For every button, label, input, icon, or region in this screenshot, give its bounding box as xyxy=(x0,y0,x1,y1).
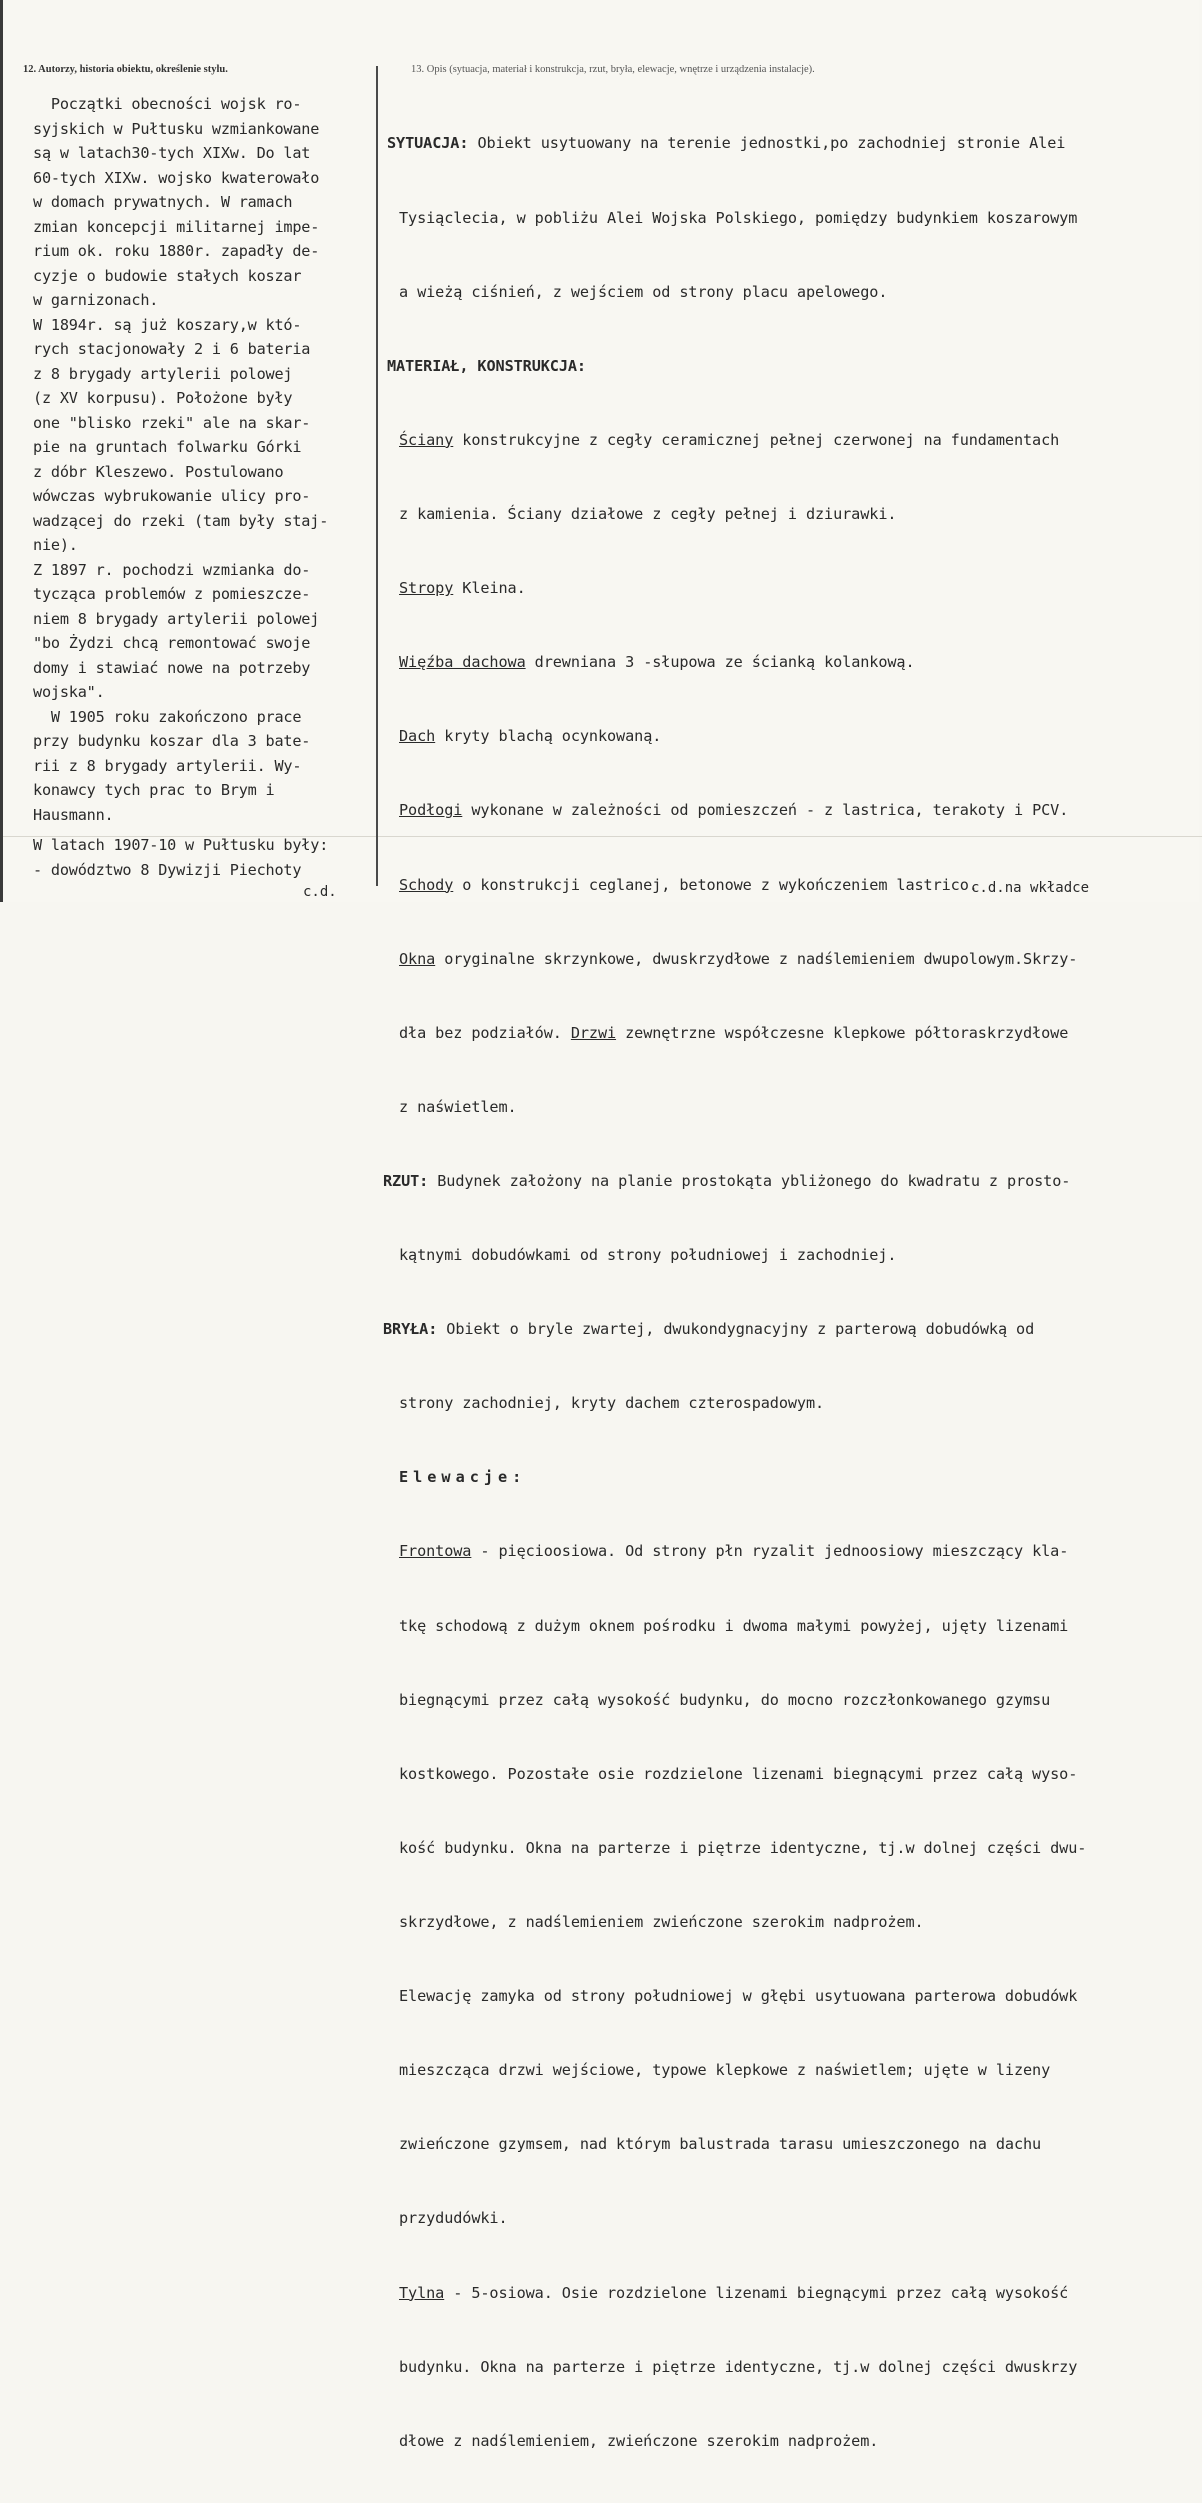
stropy-label: Stropy xyxy=(399,579,454,598)
history-line: w domach prywatnych. W ramach xyxy=(33,193,293,211)
sciany-text: konstrukcyjne z cegły ceramicznej pełnej czerwonej na fundamentach xyxy=(453,430,1060,449)
elewacja-text: Elewację zamyka od strony południowej w głębi usytuowana parterowa dobudówk xyxy=(399,1987,1078,2006)
history-line: wojska". xyxy=(33,683,105,701)
drzwi-label: Drzwi xyxy=(570,1023,617,1042)
frontowa-text: - pięcioosiowa. Od strony płn ryzalit jednoosiowy mieszczący kla- xyxy=(471,1542,1069,1561)
dach-text: kryty blachą ocynkowaną. xyxy=(435,727,662,746)
history-line: niem 8 brygady artylerii polowej xyxy=(33,609,320,628)
schody-label: Schody xyxy=(399,875,454,894)
podlogi-text: wykonane w zależności od pomieszczeń - z lastrica, terakoty i PCV. xyxy=(462,801,1069,820)
frontowa-text: skrzydłowe, z nadślemieniem zwieńczone szerokim nadprożem. xyxy=(399,1913,924,1932)
elewacja-text: przydudówki. xyxy=(399,2209,508,2228)
history-line: - dowództwo 8 Dywizji Piechoty xyxy=(33,860,302,879)
frontowa-label: Frontowa xyxy=(399,1542,472,1561)
material-konstrukcja-label: MATERIAŁ, KONSTRUKCJA: xyxy=(387,356,586,375)
okna-text: oryginalne skrzynkowe, dwuskrzydłowe z nadślemieniem dwupolowym.Skrzy- xyxy=(435,949,1078,968)
history-line: syjskich w Pułtusku wzmiankowane xyxy=(33,119,320,138)
wiezba-label: Więźba dachowa xyxy=(399,653,526,672)
history-line: rii z 8 brygady artylerii. Wy- xyxy=(33,756,302,775)
history-line: pie na gruntach folwarku Górki xyxy=(33,438,302,456)
history-line: Hausmann. xyxy=(33,805,114,824)
history-line: (z XV korpusu). Położone były xyxy=(33,389,293,407)
continued-note-left: c.d. xyxy=(303,884,337,900)
history-line: W latach 1907-10 w Pułtusku były: xyxy=(33,836,329,854)
history-line: W 1894r. są już koszary,w któ- xyxy=(33,315,302,334)
history-line: z 8 brygady artylerii polowej xyxy=(33,364,293,383)
history-line: w garnizonach. xyxy=(33,291,159,309)
tylna-label: Tylna xyxy=(399,2283,445,2302)
continued-note-right: c.d.na wkładce xyxy=(971,880,1090,896)
history-line: Początki obecności wojsk ro- xyxy=(33,95,302,113)
elewacje-label: Elewacje: xyxy=(399,1468,527,1487)
history-line: z dóbr Kleszewo. Postulowano xyxy=(33,462,284,481)
bryla-text: strony zachodniej, kryty dachem czterospadowym. xyxy=(399,1394,825,1413)
elewacja-text: mieszcząca drzwi wejściowe, typowe klepkowe z naświetlem; ujęte w lizeny xyxy=(399,2061,1051,2080)
rzut-text: kątnymi dobudówkami od strony południowej i zachodniej. xyxy=(399,1246,897,1265)
history-line: wówczas wybrukowanie ulicy pro- xyxy=(33,487,311,505)
drzwi-text: zewnętrzne współczesne klepkowe półtoraskrzydłowe xyxy=(616,1023,1069,1042)
rzut-label: RZUT: xyxy=(383,1171,429,1190)
history-line: cyzje o budowie stałych koszar xyxy=(33,266,302,285)
okna-text: z naświetlem. xyxy=(399,1097,517,1116)
history-line: nie). xyxy=(33,536,78,554)
frontowa-text: kostkowego. Pozostałe osie rozdzielone lizenami biegnącymi przez całą wyso- xyxy=(399,1764,1078,1783)
history-line: one "blisko rzeki" ale na skar- xyxy=(33,413,311,432)
history-line: 60-tych XIXw. wojsko kwaterowało xyxy=(33,168,320,187)
schody-text: o konstrukcji ceglanej, betonowe z wykończeniem lastrico. xyxy=(453,875,978,894)
history-line: przy budynku koszar dla 3 bate- xyxy=(33,732,311,750)
elewacja-text: zwieńczone gzymsem, nad którym balustrada tarasu umieszczonego na dachu xyxy=(399,2135,1042,2154)
frontowa-text: kość budynku. Okna na parterze i piętrze identyczne, tj.w dolnej części dwu- xyxy=(399,1838,1087,1857)
bryla-text: Obiekt o bryle zwartej, dwukondygnacyjny z parterową dobudówką od xyxy=(437,1320,1035,1339)
history-line: konawcy tych prac to Brym i xyxy=(33,781,275,799)
history-line: W 1905 roku zakończono prace xyxy=(33,707,302,726)
section-12-header: 12. Autorzy, historia obiektu, określenie stylu. xyxy=(23,64,228,75)
wiezba-text: drewniana 3 -słupowa ze ścianką kolankową. xyxy=(525,653,915,672)
tylna-text: budynku. Okna na parterze i piętrze identyczne, tj.w dolnej części dwuskrzy xyxy=(399,2357,1078,2376)
history-line: "bo Żydzi chcą remontować swoje xyxy=(33,634,311,652)
frontowa-text: tkę schodową z dużym oknem pośrodku i dwoma małymi powyżej, ujęty lizenami xyxy=(399,1616,1069,1635)
sytuacja-text: a wieżą ciśnień, z wejściem od strony placu apelowego. xyxy=(399,282,888,301)
history-line: domy i stawiać nowe na potrzeby xyxy=(33,658,311,677)
okna-text: dła bez podziałów. xyxy=(399,1023,571,1042)
section-13-header: 13. Opis (sytuacja, materiał i konstrukcja, rzut, bryła, elewacje, wnętrze i urządzenia instalacje). xyxy=(411,64,815,75)
frontowa-text: biegnącymi przez całą wysokość budynku, do mocno rozczłonkowanego gzymsu xyxy=(399,1690,1051,1709)
history-line: rium ok. roku 1880r. zapadły de- xyxy=(33,242,320,260)
history-line: rych stacjonowały 2 i 6 bateria xyxy=(33,340,311,358)
history-line: tycząca problemów z pomieszcze- xyxy=(33,585,311,603)
sytuacja-label: SYTUACJA: xyxy=(387,134,469,153)
description-column xyxy=(383,82,1187,2503)
bryla-label: BRYŁA: xyxy=(383,1320,438,1339)
history-line: wadzącej do rzeki (tam były staj- xyxy=(33,511,329,530)
podlogi-label: Podłogi xyxy=(399,801,463,820)
sciany-label: Ściany xyxy=(399,430,454,449)
sytuacja-text: Obiekt usytuowany na terenie jednostki,po zachodniej stronie Alei xyxy=(468,134,1066,153)
history-line: zmian koncepcji militarnej impe- xyxy=(33,217,320,236)
rzut-text: Budynek założony na planie prostokąta ybliżonego do kwadratu z prosto- xyxy=(428,1171,1071,1190)
history-column xyxy=(33,92,378,882)
history-line: są w latach30-tych XIXw. Do lat xyxy=(33,144,311,162)
history-line: Z 1897 r. pochodzi wzmianka do- xyxy=(33,560,311,579)
sciany-text: z kamienia. Ściany działowe z cegły pełnej i dziurawki. xyxy=(399,504,897,523)
okna-label: Okna xyxy=(399,949,436,968)
stropy-text: Kleina. xyxy=(453,579,526,598)
dach-label: Dach xyxy=(399,727,436,746)
tylna-text: dłowe z nadślemieniem, zwieńczone szerokim nadprożem. xyxy=(399,2431,879,2450)
sytuacja-text: Tysiąclecia, w pobliżu Alei Wojska Polskiego, pomiędzy budynkiem koszarowym xyxy=(399,208,1078,227)
tylna-text: - 5-osiowa. Osie rozdzielone lizenami biegnącymi przez całą wysokość xyxy=(444,2283,1069,2302)
